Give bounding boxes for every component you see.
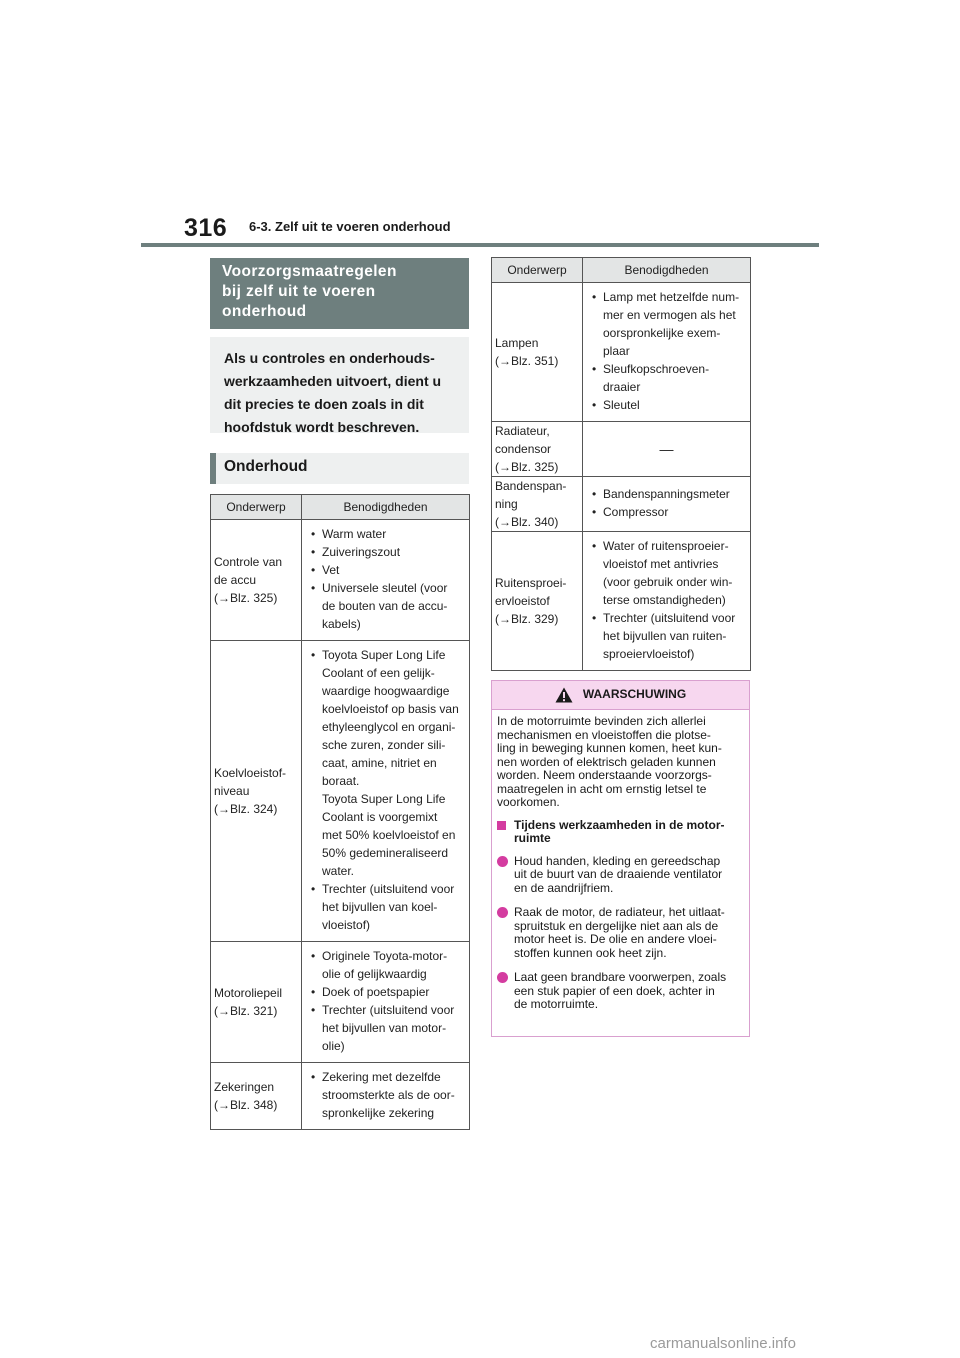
tools-cell bbox=[583, 283, 751, 422]
item-line: (→Blz. 340) bbox=[495, 515, 559, 529]
tool-line: ethyleenglycol en organi- bbox=[322, 720, 456, 734]
item-line: condensor bbox=[495, 442, 552, 456]
intro-line: werkzaamheden uitvoert, dient u bbox=[224, 373, 442, 389]
tool-line: olie of gelijkwaardig bbox=[322, 967, 427, 981]
table-row bbox=[211, 520, 470, 641]
tool-item bbox=[306, 1068, 465, 1122]
tool-line: • Vet bbox=[322, 563, 340, 577]
tool-line: kabels) bbox=[322, 617, 361, 631]
tool-line: • Trechter (uitsluitend voor bbox=[322, 882, 455, 896]
tool-item bbox=[587, 609, 746, 663]
precautions-title-box bbox=[210, 258, 469, 329]
tool-line: Coolant is voorgemixt bbox=[322, 810, 438, 824]
tools-cell bbox=[302, 942, 470, 1063]
round-bullet-icon bbox=[497, 856, 508, 867]
warning-point bbox=[497, 971, 743, 1012]
tool-line: sche zuren, zonder sili- bbox=[322, 738, 446, 752]
warning-box bbox=[491, 680, 750, 1037]
item-line: (→Blz. 329) bbox=[495, 612, 559, 626]
tool-item bbox=[306, 947, 465, 983]
tool-line: caat, amine, nitriet en bbox=[322, 756, 437, 770]
tool-line: plaar bbox=[603, 344, 630, 358]
item-cell bbox=[492, 477, 583, 532]
warning-point-line: Laat geen brandbare voorwerpen, zoals bbox=[514, 970, 727, 984]
tools-cell bbox=[302, 1063, 470, 1130]
tool-line: vloeistof met antivries bbox=[603, 557, 719, 571]
tool-line: mer en vermogen als het bbox=[603, 308, 736, 322]
tool-item bbox=[587, 396, 746, 414]
round-bullet-icon bbox=[497, 907, 508, 918]
tool-line: spronkelijke zekering bbox=[322, 1106, 435, 1120]
tool-line: • Toyota Super Long Life bbox=[322, 648, 446, 662]
maintenance-table-right bbox=[491, 257, 751, 671]
item-line: (→Blz. 325) bbox=[495, 460, 559, 474]
warning-point-line: en de aandrijfriem. bbox=[514, 880, 614, 895]
tool-line: • Sleutel bbox=[603, 398, 640, 412]
table-row bbox=[211, 942, 470, 1063]
tool-line: • Doek of poetspapier bbox=[322, 985, 430, 999]
tool-item bbox=[306, 983, 465, 1001]
item-line: Controle van bbox=[214, 555, 283, 569]
warning-intro-line: mechanismen en vloeistoffen die plotse- bbox=[497, 727, 711, 742]
precautions-title-line: bij zelf uit te voeren bbox=[222, 283, 376, 300]
warning-point-line: een stuk papier of een doek, achter in bbox=[514, 983, 715, 998]
tool-line: waardige hoogwaardige bbox=[322, 684, 450, 698]
tool-line: het bijvullen van motor- bbox=[322, 1021, 447, 1035]
tool-line: het bijvullen van koel- bbox=[322, 900, 438, 914]
intro-line: Als u controles en onderhouds- bbox=[224, 350, 435, 366]
intro-line: hoofdstuk wordt beschreven. bbox=[224, 419, 420, 435]
item-line: Zekeringen bbox=[214, 1080, 275, 1094]
tool-line: • Sleufkopschroeven- bbox=[603, 362, 710, 376]
table-row bbox=[492, 422, 751, 477]
tool-item bbox=[306, 579, 465, 633]
table-row bbox=[492, 477, 751, 532]
tool-line: met 50% koelvloeistof en bbox=[322, 828, 456, 842]
tool-line: • Bandenspanningsmeter bbox=[603, 487, 730, 501]
tool-item bbox=[587, 360, 746, 396]
item-line: Ruitensproei- bbox=[495, 576, 567, 590]
tool-line: • Lamp met hetzelfde num- bbox=[603, 290, 740, 304]
table-row bbox=[492, 283, 751, 422]
warning-intro-line: worden. Neem onderstaande voorzorgs- bbox=[497, 768, 712, 782]
tool-line: oorspronkelijke exem- bbox=[603, 326, 721, 340]
tool-line: 50% gedemineraliseerd bbox=[322, 846, 449, 860]
tool-line: • Compressor bbox=[603, 505, 669, 519]
tools-list bbox=[306, 525, 465, 633]
tool-line: • Water of ruitensproeier- bbox=[603, 539, 729, 553]
tool-line: olie) bbox=[322, 1039, 345, 1053]
warning-intro-line: In de motorruimte bevinden zich allerlei bbox=[497, 714, 706, 728]
tool-item bbox=[306, 880, 465, 934]
tool-item bbox=[306, 1001, 465, 1055]
tool-line: stroomsterkte als de oor- bbox=[322, 1088, 455, 1102]
item-line: Motoroliepeil bbox=[214, 986, 283, 1000]
tools-list bbox=[306, 646, 465, 934]
precautions-title-line: onderhoud bbox=[222, 303, 307, 320]
warning-point bbox=[497, 855, 743, 896]
warning-header bbox=[492, 681, 749, 710]
tool-line: terse omstandigheden) bbox=[603, 593, 726, 607]
item-line: ervloeistof bbox=[495, 594, 550, 608]
square-bullet-icon bbox=[497, 821, 506, 830]
round-bullet-icon bbox=[497, 972, 508, 983]
item-line: niveau bbox=[214, 784, 250, 798]
item-line: de accu bbox=[214, 573, 257, 587]
tool-line: • Universele sleutel (voor bbox=[322, 581, 448, 595]
item-line: ning bbox=[495, 497, 518, 511]
warning-intro-line: voorkomen. bbox=[497, 795, 560, 809]
tools-cell bbox=[583, 477, 751, 532]
tools-cell bbox=[302, 641, 470, 942]
warning-intro-line: nen worden of elektrisch geladen kunnen bbox=[497, 754, 716, 769]
item-line: (→Blz. 321) bbox=[214, 1004, 278, 1018]
tools-cell bbox=[583, 532, 751, 671]
table-row bbox=[492, 532, 751, 671]
item-cell bbox=[211, 641, 302, 942]
warning-subheading bbox=[497, 819, 743, 846]
warning-intro bbox=[497, 715, 743, 810]
page-number: 316 bbox=[184, 214, 228, 242]
item-line: (→Blz. 324) bbox=[214, 802, 278, 816]
tools-cell: — bbox=[583, 422, 751, 477]
tool-line: • Warm water bbox=[322, 527, 387, 541]
tool-line: draaier bbox=[603, 380, 641, 394]
tools-list bbox=[306, 1068, 465, 1122]
tool-line: de bouten van de accu- bbox=[322, 599, 448, 613]
tool-line: koelvloeistof op basis van bbox=[322, 702, 459, 716]
warning-point-line: Raak de motor, de radiateur, het uitlaat- bbox=[514, 905, 725, 919]
tool-line: Coolant of een gelijk- bbox=[322, 666, 435, 680]
tools-list bbox=[587, 485, 746, 521]
item-cell bbox=[492, 422, 583, 477]
header-rule bbox=[141, 243, 819, 247]
warning-subheading-line: Tijdens werkzaamheden in de motor- bbox=[514, 817, 725, 832]
tools-list bbox=[587, 537, 746, 663]
tools-list bbox=[306, 947, 465, 1055]
item-cell bbox=[211, 1063, 302, 1130]
tool-item bbox=[587, 503, 746, 521]
item-line: (→Blz. 351) bbox=[495, 354, 559, 368]
maintenance-heading: Onderhoud bbox=[210, 453, 469, 484]
item-line: (→Blz. 325) bbox=[214, 591, 278, 605]
warning-body bbox=[492, 710, 749, 1012]
table-row bbox=[211, 641, 470, 942]
item-line: Lampen bbox=[495, 336, 539, 350]
tool-item bbox=[306, 525, 465, 543]
warning-title: WAARSCHUWING bbox=[582, 687, 687, 702]
maintenance-table-left bbox=[210, 494, 470, 1130]
tool-line: (voor gebruik onder win- bbox=[603, 575, 733, 589]
tools-cell bbox=[302, 520, 470, 641]
table-row bbox=[211, 1063, 470, 1130]
warning-subheading-line: ruimte bbox=[514, 831, 551, 845]
tool-line: Toyota Super Long Life bbox=[322, 792, 446, 806]
precautions-title-line: Voorzorgsmaatregelen bbox=[222, 263, 397, 280]
warning-point bbox=[497, 906, 743, 960]
column-header-tools: Benodigdheden bbox=[583, 258, 751, 283]
warning-point-line: de motorruimte. bbox=[514, 997, 599, 1011]
tool-line: vloeistof) bbox=[322, 918, 371, 932]
item-line: Radiateur, bbox=[495, 424, 550, 438]
tool-line: het bijvullen van ruiten- bbox=[603, 629, 727, 643]
column-header-item: Onderwerp bbox=[211, 495, 302, 520]
item-cell bbox=[492, 532, 583, 671]
tool-item bbox=[306, 561, 465, 579]
section-title: 6-3. Zelf uit te voeren onderhoud bbox=[249, 219, 451, 234]
warning-intro-line: ling in beweging kunnen komen, heet kun- bbox=[497, 741, 722, 755]
tool-line: • Originele Toyota-motor- bbox=[322, 949, 448, 963]
tool-line: • Zuiveringszout bbox=[322, 545, 401, 559]
warning-point-line: motor heet is. De olie en andere vloei- bbox=[514, 932, 717, 946]
tools-list bbox=[587, 288, 746, 414]
intro-line: dit precies te doen zoals in dit bbox=[224, 396, 424, 412]
warning-triangle-icon bbox=[555, 687, 573, 703]
tool-item bbox=[587, 485, 746, 503]
item-line: Bandenspan- bbox=[495, 479, 567, 493]
tool-item bbox=[587, 288, 746, 360]
column-header-item: Onderwerp bbox=[492, 258, 583, 283]
tool-line: water. bbox=[322, 864, 355, 878]
column-header-tools: Benodigdheden bbox=[302, 495, 470, 520]
warning-point-line: uit de buurt van de draaiende ventilator bbox=[514, 867, 723, 881]
tool-item bbox=[587, 537, 746, 609]
warning-point-line: spruitstuk en dergelijke niet aan als de bbox=[514, 918, 719, 933]
tool-line: • Zekering met dezelfde bbox=[322, 1070, 441, 1084]
watermark: carmanualsonline.info bbox=[650, 1335, 796, 1352]
warning-point-line: Houd handen, kleding en gereedschap bbox=[514, 853, 721, 868]
item-cell bbox=[211, 520, 302, 641]
warning-intro-line: maatregelen in acht om ernstig letsel te bbox=[497, 781, 707, 796]
item-cell bbox=[492, 283, 583, 422]
warning-point-line: stoffen kunnen ook heet zijn. bbox=[514, 945, 667, 960]
tool-line: • Trechter (uitsluitend voor bbox=[603, 611, 736, 625]
item-line: (→Blz. 348) bbox=[214, 1098, 278, 1112]
tool-line: sproeiervloeistof) bbox=[603, 647, 695, 661]
tool-item bbox=[306, 543, 465, 561]
item-line: Koelvloeistof- bbox=[214, 766, 287, 780]
precautions-intro bbox=[210, 337, 469, 433]
tool-item bbox=[306, 646, 465, 880]
tool-line: • Trechter (uitsluitend voor bbox=[322, 1003, 455, 1017]
item-cell bbox=[211, 942, 302, 1063]
tool-line: boraat. bbox=[322, 774, 360, 788]
